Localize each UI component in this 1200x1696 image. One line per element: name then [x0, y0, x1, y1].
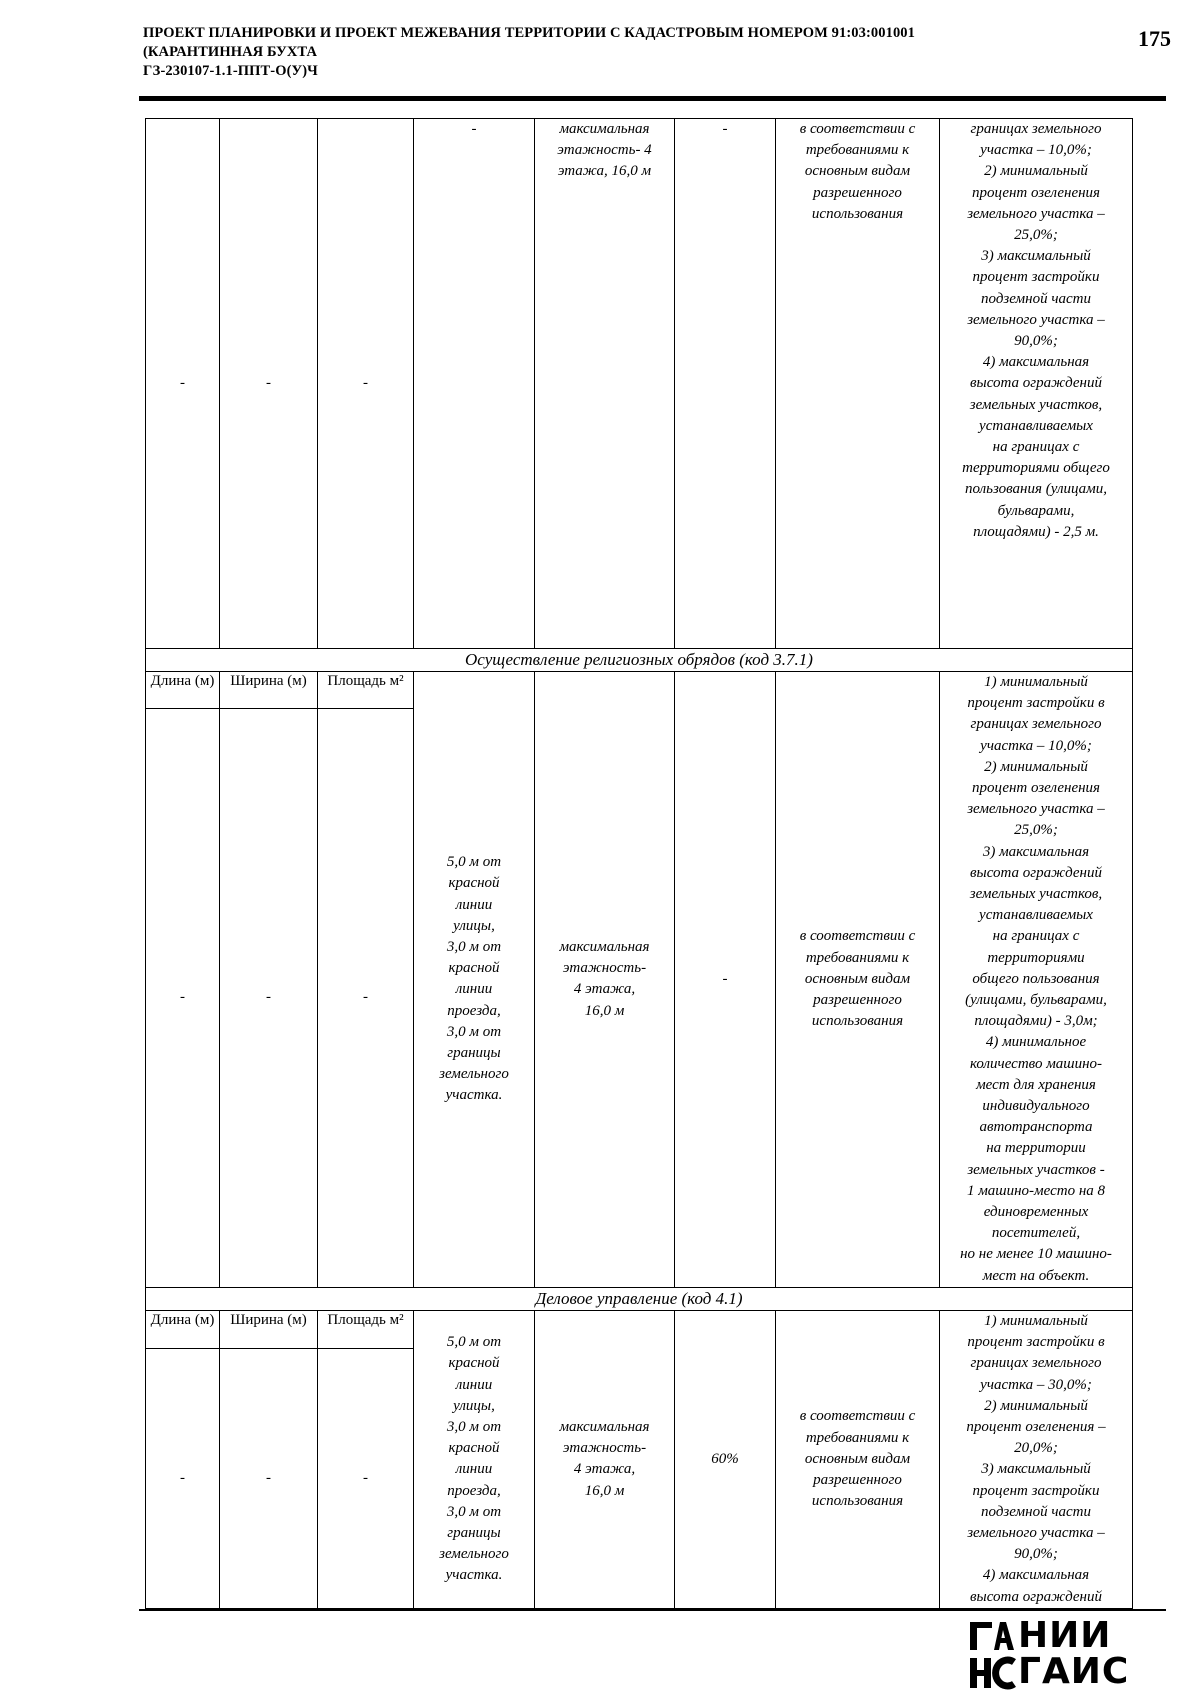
text-line: этажность- — [562, 960, 647, 977]
text-line: требованиями к — [805, 949, 910, 966]
text-line: посетителей, — [991, 1225, 1081, 1242]
text-line: земельного — [439, 1066, 509, 1083]
coverage-cell: - — [675, 119, 776, 649]
logo-mark-icon — [968, 1620, 1018, 1692]
text-line: использования — [811, 1493, 904, 1510]
text-line: 2) минимальный — [984, 163, 1088, 180]
parking-cell — [776, 672, 940, 1288]
setback-cell — [414, 1310, 535, 1608]
length-header: Длина (м) — [146, 1310, 220, 1348]
text-line: 3) максимальная — [982, 843, 1090, 860]
text-line: границах земельного — [970, 716, 1102, 733]
text-line: автотранспорта — [979, 1119, 1093, 1136]
text-line: земельных участков - — [967, 1161, 1105, 1178]
text-line: высота ограждений — [970, 864, 1102, 881]
parking-cell — [776, 1310, 940, 1608]
text-line: 1 машино-место на 8 — [966, 1182, 1106, 1199]
text-line: красной — [448, 1440, 500, 1457]
text-line: 16,0 м — [584, 1002, 625, 1019]
section-title-row — [146, 649, 1133, 672]
text-line: участка. — [445, 1087, 503, 1104]
text-line: территориями — [987, 949, 1085, 966]
text-line: индивидуального — [982, 1098, 1090, 1115]
text-line: 16,0 м — [584, 1482, 625, 1499]
text-line: 4) минимальное — [985, 1034, 1087, 1051]
text-line: участка. — [445, 1567, 503, 1584]
text-line: подземной части — [981, 1503, 1091, 1520]
text-line: 90,0%; — [1014, 1546, 1058, 1563]
text-line: процент озеленения — [971, 780, 1101, 797]
text-line: максимальная — [559, 939, 650, 956]
length-cell: - — [146, 119, 220, 649]
text-line: участка – 10,0%; — [980, 142, 1092, 159]
other-params-cell — [940, 119, 1133, 649]
width-header: Ширина (м) — [220, 672, 318, 709]
text-line: процент застройки — [972, 269, 1100, 286]
text-line: в соответствии с — [799, 928, 916, 945]
text-line: этажность- — [562, 1440, 647, 1457]
text-line: 25,0%; — [1014, 227, 1058, 244]
area-cell: - — [318, 119, 414, 649]
text-line: процент застройки в — [967, 695, 1105, 712]
header-title: ПРОЕКТ ПЛАНИРОВКИ И ПРОЕКТ МЕЖЕВАНИЯ ТЕРРИТОРИИ С КАДАСТРОВЫМ НОМЕРОМ 91:03:001001 — [143, 25, 916, 41]
area-cell: - — [318, 1349, 414, 1609]
text-line: территориями общего — [962, 460, 1110, 477]
text-line: 4) максимальная — [982, 354, 1090, 371]
text-line: участка – 10,0%; — [980, 737, 1092, 754]
width-cell: - — [220, 709, 318, 1288]
text-line: основным видам — [804, 970, 911, 987]
header-divider — [139, 96, 1166, 101]
length-cell: - — [146, 709, 220, 1288]
text-line: 1) минимальный — [984, 674, 1088, 690]
text-line: границы — [447, 1524, 501, 1541]
floors-cell: максимальная этажность- 4 этажа, 16,0 м — [535, 119, 675, 649]
table-row — [146, 1310, 1133, 1348]
text-line: 3) максимальный — [981, 1461, 1091, 1478]
text-line: красной — [448, 1355, 500, 1372]
width-cell: - — [220, 1349, 318, 1609]
text-line: проезда, — [447, 1482, 501, 1499]
document-code: ГЗ-230107-1.1-ППТ-О(У)Ч — [143, 63, 318, 79]
logo-text-top: НИИ — [1018, 1615, 1112, 1656]
text-line: разрешенного — [813, 992, 902, 1009]
other-params-cell — [940, 672, 1133, 1288]
text-line: участка – 30,0%; — [980, 1376, 1092, 1393]
text-line: улицы, — [453, 1397, 495, 1414]
text-line: пользования (улицами, — [964, 481, 1108, 498]
text-line: площадями) - 2,5 м. — [973, 523, 1099, 540]
text-line: мест на объект. — [982, 1267, 1090, 1284]
text-line: 90,0%; — [1014, 333, 1058, 350]
text-line: высота ограждений — [970, 375, 1102, 392]
text-line: общего пользования — [972, 970, 1100, 987]
text-line: процент застройки в — [967, 1334, 1105, 1351]
text-line: линии — [455, 981, 493, 998]
text-line: 5,0 м от — [446, 854, 502, 871]
width-cell: - — [220, 119, 318, 649]
page-number: 175 — [1138, 26, 1171, 51]
text-line: 3,0 м от — [446, 1023, 502, 1040]
text-line: использования — [811, 1013, 904, 1030]
text-line: но не менее 10 машино- — [960, 1246, 1112, 1263]
other-params-cell — [940, 1310, 1133, 1608]
text-line: основным видам — [804, 1450, 911, 1467]
company-logo — [968, 1616, 1153, 1692]
text-line: красной — [448, 875, 500, 892]
text-line: 3,0 м от — [446, 1503, 502, 1520]
text-line: высота ограждений — [970, 1588, 1102, 1605]
text-line: процент озеленения – — [966, 1418, 1106, 1435]
section-title-row — [146, 1287, 1133, 1310]
document-header — [143, 24, 1103, 81]
text-line: на границах с — [992, 439, 1080, 456]
text-line: проезда, — [447, 1002, 501, 1019]
text-line: 3) максимальный — [981, 248, 1091, 265]
text-line: (улицами, бульварами, — [965, 992, 1107, 1009]
text-line: подземной части — [981, 290, 1091, 307]
header-subtitle: (КАРАНТИННАЯ БУХТА — [143, 44, 318, 60]
text-line: устанавливаемых — [979, 417, 1093, 434]
text-line: границах земельного — [970, 1355, 1102, 1372]
table-row — [146, 119, 1133, 649]
text-line: на границах с — [992, 928, 1080, 945]
text-line: земельного — [439, 1546, 509, 1563]
text-line: границах земельного — [970, 121, 1102, 137]
setback-cell: - — [414, 119, 535, 649]
text-line: красной — [448, 960, 500, 977]
text-line: устанавливаемых — [979, 907, 1093, 924]
text-line: земельных участков, — [969, 396, 1103, 413]
regulations-table — [145, 118, 1133, 1609]
length-header: Длина (м) — [146, 672, 220, 709]
text-line: линии — [455, 1376, 493, 1393]
footer-divider — [139, 1609, 1166, 1611]
area-cell: - — [318, 709, 414, 1288]
text-line: бульварами, — [997, 502, 1075, 519]
text-line: в соответствии с — [799, 1408, 916, 1425]
text-line: процент озеленения — [971, 184, 1101, 201]
setback-cell — [414, 672, 535, 1288]
text-line: площадями) - 3,0м; — [974, 1013, 1098, 1030]
text-line: земельных участков, — [969, 886, 1103, 903]
text-line: разрешенного — [813, 1471, 902, 1488]
text-line: мест для хранения — [976, 1076, 1096, 1093]
text-line: 3,0 м от — [446, 939, 502, 956]
text-line: 4 этажа, — [573, 1461, 636, 1478]
text-line: 4) максимальная — [982, 1567, 1090, 1584]
text-line: 2) минимальный — [984, 758, 1088, 775]
text-line: 5,0 м от — [446, 1334, 502, 1351]
text-line: земельного участка – — [967, 1524, 1105, 1541]
length-cell: - — [146, 1349, 220, 1609]
text-line: улицы, — [453, 917, 495, 934]
text-line: 2) минимальный — [984, 1397, 1088, 1414]
coverage-cell: - — [675, 672, 776, 1288]
text-line: земельного участка – — [967, 205, 1105, 222]
section-title: Деловое управление (код 4.1) — [146, 1287, 1133, 1310]
table-row — [146, 672, 1133, 709]
floors-cell — [535, 1310, 675, 1608]
logo-text-bottom: ГАИС — [1018, 1651, 1130, 1692]
text-line: на территории — [986, 1140, 1086, 1157]
text-line: 20,0%; — [1014, 1440, 1058, 1457]
floors-cell — [535, 672, 675, 1288]
text-line: линии — [455, 896, 493, 913]
coverage-cell: 60% — [675, 1310, 776, 1608]
text-line: земельного участка – — [967, 311, 1105, 328]
text-line: земельного участка – — [967, 801, 1105, 818]
text-line: 1) минимальный — [984, 1312, 1088, 1329]
text-line: количество машино- — [969, 1055, 1103, 1072]
text-line: процент застройки — [972, 1482, 1100, 1499]
text-line: линии — [455, 1461, 493, 1478]
text-line: 4 этажа, — [573, 981, 636, 998]
text-line: 3,0 м от — [446, 1418, 502, 1435]
width-header: Ширина (м) — [220, 1310, 318, 1348]
text-line: границы — [447, 1045, 501, 1062]
area-header: Площадь м² — [318, 672, 414, 709]
area-header: Площадь м² — [318, 1310, 414, 1348]
text-line: максимальная — [559, 1418, 650, 1435]
section-title: Осуществление религиозных обрядов (код 3.7.1) — [146, 649, 1133, 672]
text-line: 25,0%; — [1014, 822, 1058, 839]
parking-cell: в соответствии с требованиями к основным видам разрешенного использования — [776, 119, 940, 649]
text-line: требованиями к — [805, 1429, 910, 1446]
text-line: единовременных — [983, 1204, 1089, 1221]
